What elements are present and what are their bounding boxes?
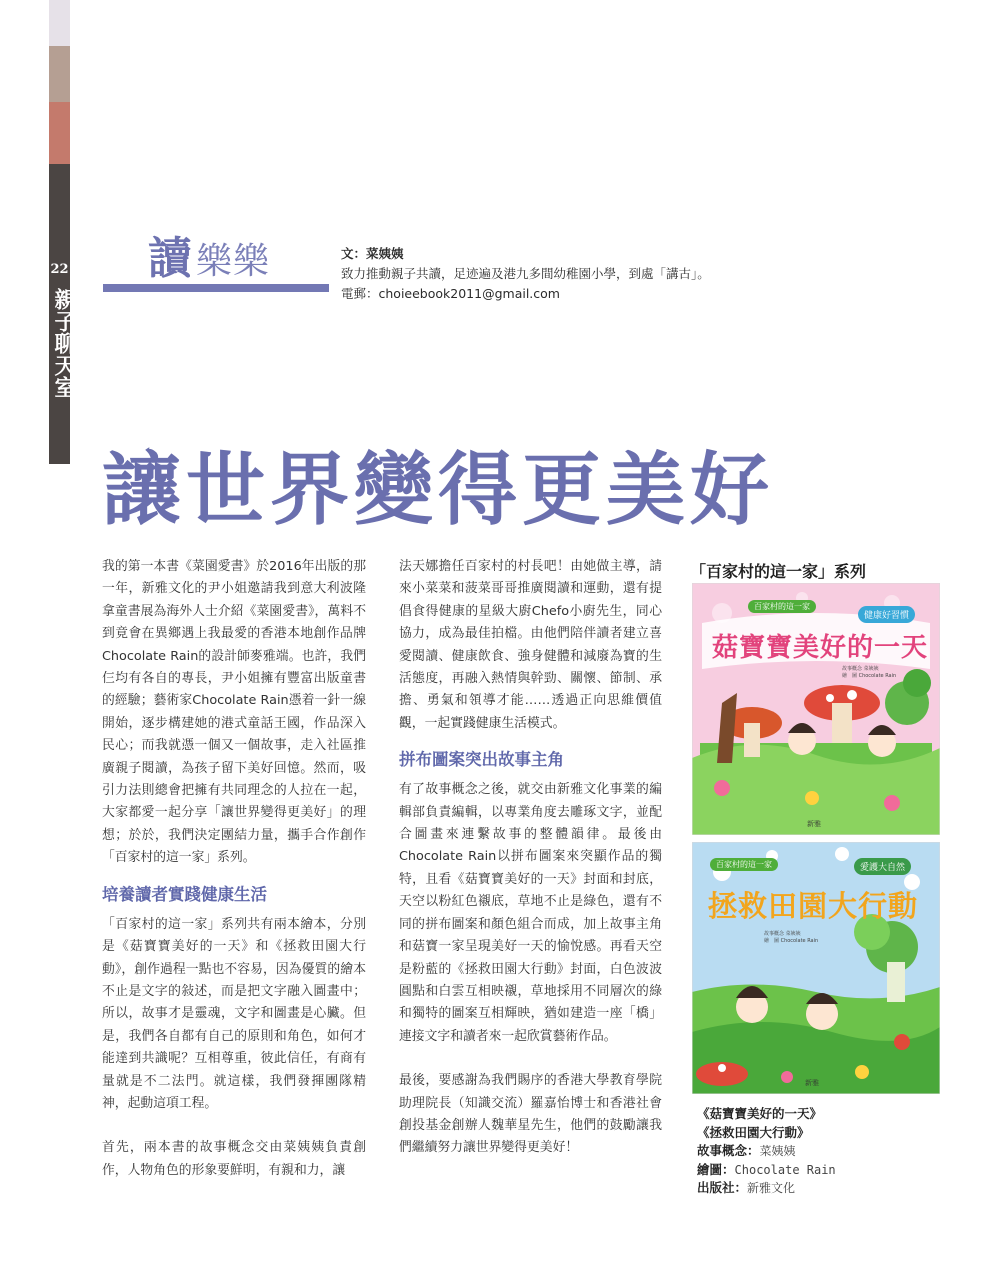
- book-caption: [697, 1105, 836, 1198]
- book-credit: 繪 圖 Chocolate Rain: [764, 938, 819, 944]
- subheading: 拼布圖案突出故事主角: [399, 750, 564, 770]
- book-badge: 百家村的這一家: [710, 858, 778, 871]
- book-credit: 故事概念 菜姨姨: [842, 666, 879, 672]
- column-logo-rest: 樂樂: [196, 241, 271, 282]
- color-strip-rose: [49, 102, 70, 164]
- series-title: 「百家村的這一家」系列: [690, 562, 867, 581]
- color-strip-tan: [49, 46, 70, 102]
- caption-publisher-value: 新雅文化: [747, 1181, 796, 1195]
- caption-publisher: [697, 1179, 836, 1198]
- book-publisher: 新雅: [805, 1079, 819, 1087]
- section-title: [49, 288, 77, 406]
- paragraph: 首先，兩本書的故事概念交由菜姨姨負責創作，人物角色的形象要鮮明，有親和力，讓: [102, 1140, 366, 1178]
- book-title: 拯救田園大行動: [708, 889, 919, 923]
- column-logo-main: 讀: [148, 233, 192, 284]
- caption-illustration-value: Chocolate Rain: [734, 1162, 836, 1177]
- book-badge: 百家村的這一家: [748, 600, 816, 613]
- subheading: 培養讀者實踐健康生活: [102, 884, 267, 904]
- color-strip-top: [49, 0, 70, 46]
- caption-illustration-label: 繪圖：: [697, 1161, 735, 1177]
- caption-illustration: [697, 1161, 836, 1180]
- paragraph: 最後，要感謝為我們賜序的香港大學教育學院助理院長（知識交流）羅嘉怡博士和香港社會創投基金創辦人魏華星先生，他們的鼓勵讓我們繼續努力讓世界變得更美好！: [399, 1073, 662, 1156]
- paragraph: 法天娜擔任百家村的村長吧！由她做主導，請來小菜菜和菠菜哥哥推廣閱讀和運動，還有提倡食得健康的星級大廚Chefo小廚先生，同心協力，成為最佳拍檔。由他們陪伴讀者建立喜愛閱讀、健康飲食、強身健體和減廢為寶的生活態度，再融入熱情與幹勁、關懷、節制、承擔、勇氣和領導才能……透過正向思維價值觀，一起實踐健康生活模式。: [399, 559, 662, 731]
- caption-concept-value: 菜姨姨: [759, 1144, 796, 1158]
- article-headline: 讓世界變得更美好: [102, 443, 774, 536]
- caption-title-1: 《菇寶寶美好的一天》: [697, 1106, 823, 1121]
- book-publisher: 新雅: [807, 820, 821, 828]
- page-number: 22: [50, 262, 69, 277]
- paragraph: 有了故事概念之後，就交由新雅文化事業的編輯部負責編輯，以專業角度去雕琢文字，並配合圖畫來連繫故事的整體韻律。最後由Chocolate Rain以拼布圖案來突顯作品的獨特，且看《菇寶寶美好的一天》封面和封底，天空以粉紅色襯底，草地不止是綠色，還有不同的拼布圖案和顏色組合而成，加上故事主角和菇寶一家呈現美好一天的愉悅感。再看天空是粉藍的《拯救田園大行動》封面，白色波波圓點和白雲互相映襯，草地採用不同層次的綠和獨特的圖案互相輝映，猶如建造一座「橋」連接文字和讀者來一起欣賞藝術作品。: [399, 782, 662, 1044]
- book-title: 菇寶寶美好的一天: [712, 633, 929, 663]
- author-bio: 致力推動親子共讀，足迹遍及港九多間幼稚園小學，到處「講古」。: [341, 266, 710, 281]
- caption-concept: [697, 1142, 836, 1161]
- caption-publisher-label: 出版社：: [697, 1180, 748, 1195]
- author-name: 文：菜姨姨: [341, 246, 404, 261]
- book-tag: 健康好習慣: [858, 606, 915, 623]
- book-cover-2: [692, 842, 940, 1094]
- column-logo-underline: [103, 284, 329, 292]
- caption-title-2: 《拯救田園大行動》: [697, 1124, 810, 1140]
- article-column-1: [102, 556, 366, 1182]
- book-cover-2-art: [692, 842, 940, 1094]
- article-column-2: [399, 556, 662, 1160]
- paragraph: 「百家村的這一家」系列共有兩本繪本，分別是《菇寶寶美好的一天》和《拯救田園大行動》，創作過程一點也不容易，因為優質的繪本不止是文字的敍述，而是把文字融入圖畫中；所以，故事才是靈魂，文字和圖畫是心臟。但是，我們各自都有自己的原則和角色，如何才能達到共識呢？互相尊重，彼此信任，有商有量就是不二法門。就這樣，我們發揮團隊精神，起動這項工程。: [102, 916, 366, 1111]
- section-title-text: 親子聊天室: [51, 288, 77, 398]
- book-credit: 故事概念 菜姨姨: [764, 931, 801, 937]
- book-credit: 繪 圖 Chocolate Rain: [842, 673, 897, 679]
- book-cover-1: [692, 583, 940, 835]
- author-block: [341, 244, 710, 304]
- book-tag: 愛護大自然: [854, 858, 911, 875]
- caption-concept-label: 故事概念：: [697, 1143, 760, 1158]
- paragraph: 我的第一本書《菜園愛書》於2016年出版的那一年，新雅文化的尹小姐邀請我到意大利波隆拿童書展為海外人士介紹《菜園愛書》，萬料不到竟會在異鄉遇上我最愛的香港本地創作品牌Chocolate Rain的設計師麥雅端。也許，我們仨均有各自的專長，尹小姐擁有豐富出版童書的經驗；藝術家Chocolate Rain憑着一針一線開始，逐步構建她的港式童話王國，作品深入民心；而我就憑一個又一個故事，走入社區推廣親子閱讀，為孩子留下美好回憶。然而，吸引力法則總會把擁有共同理念的人拉在一起，大家都愛一起分享「讓世界變得更美好」的理想；於於，我們決定團結力量，攜手合作創作「百家村的這一家」系列。: [102, 559, 366, 866]
- author-email: 電郵：choieebook2011@gmail.com: [341, 286, 560, 301]
